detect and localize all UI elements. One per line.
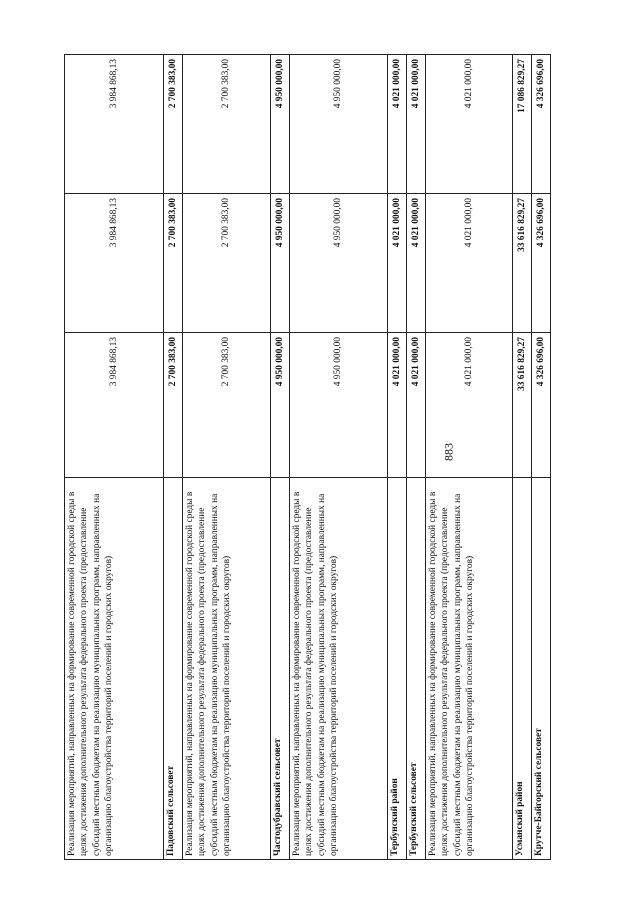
value-cell: 4 021 000,00	[407, 333, 426, 478]
value-cell: 4 021 000,00	[426, 194, 513, 333]
table-row	[532, 55, 551, 860]
value-cell: 3 984 868,13	[65, 55, 164, 194]
value-cell: 4 021 000,00	[407, 194, 426, 333]
value-cell: 4 326 696,00	[532, 333, 551, 478]
value-cell: 4 021 000,00	[388, 55, 407, 194]
value-cell: 2 700 383,00	[183, 194, 271, 333]
value-cell: 4 950 000,00	[271, 194, 290, 333]
value-cell: 3 984 868,13	[65, 333, 164, 478]
value-cell: 2 700 383,00	[164, 55, 183, 194]
value-cell: 33 616 829,27	[513, 333, 532, 478]
row-label: Реализация мероприятий, направленных на формирование современной городской среды в целях достижения дополнительного результата федерального проекта (предоставление субсидий местным бюджетам на реализацию муниципальных программ, направленных на организацию благоустройства территорий поселений и городских округов)	[183, 478, 271, 860]
row-label: Реализация мероприятий, направленных на формирование современной городской среды в целях достижения дополнительного результата федерального проекта (предоставление субсидий местным бюджетам на реализацию муниципальных программ, направленных на организацию благоустройства территорий поселений и городских округов)	[290, 478, 388, 860]
table-row	[183, 55, 271, 860]
value-cell: 4 950 000,00	[290, 55, 388, 194]
value-cell: 4 950 000,00	[290, 333, 388, 478]
table-row	[407, 55, 426, 860]
value-cell: 17 086 829,27	[513, 55, 532, 194]
value-cell: 4 326 696,00	[532, 55, 551, 194]
value-cell: 3 984 868,13	[65, 194, 164, 333]
row-label: Реализация мероприятий, направленных на формирование современной городской среды в целях достижения дополнительного результата федерального проекта (предоставление субсидий местным бюджетам на реализацию муниципальных программ, направленных на организацию благоустройства территорий поселений и городских округов)	[65, 478, 164, 860]
table-row	[388, 55, 407, 860]
table-row	[513, 55, 532, 860]
table-row	[164, 55, 183, 860]
value-cell: 4 021 000,00	[388, 194, 407, 333]
value-cell: 2 700 383,00	[183, 55, 271, 194]
value-cell: 2 700 383,00	[164, 194, 183, 333]
row-label: Реализация мероприятий, направленных на формирование современной городской среды в целях достижения дополнительного результата федерального проекта (предоставление субсидий местным бюджетам на реализацию муниципальных программ, направленных на организацию благоустройства территорий поселений и городских округов)	[426, 478, 513, 860]
rotated-page-content	[64, 55, 551, 860]
value-cell: 4 021 000,00	[426, 333, 513, 478]
value-cell: 4 021 000,00	[426, 55, 513, 194]
value-cell: 4 950 000,00	[290, 194, 388, 333]
table-row	[271, 55, 290, 860]
value-cell: 2 700 383,00	[183, 333, 271, 478]
row-label: Тербунский район	[388, 478, 407, 860]
row-label: Крутче-Байгорский сельсовет	[532, 478, 551, 860]
table-row	[290, 55, 388, 860]
value-cell: 4 950 000,00	[271, 333, 290, 478]
page-number: 883	[441, 443, 456, 461]
table-row	[65, 55, 164, 860]
row-label: Падовский сельсовет	[164, 478, 183, 860]
value-cell: 4 326 696,00	[532, 194, 551, 333]
value-cell: 4 021 000,00	[388, 333, 407, 478]
value-cell: 33 616 829,27	[513, 194, 532, 333]
row-label: Тербунский сельсовет	[407, 478, 426, 860]
row-label: Усманский район	[513, 478, 532, 860]
value-cell: 4 950 000,00	[271, 55, 290, 194]
value-cell: 2 700 383,00	[164, 333, 183, 478]
row-label: Частодубравский сельсовет	[271, 478, 290, 860]
value-cell: 4 021 000,00	[407, 55, 426, 194]
budget-table	[64, 54, 551, 860]
table-row	[426, 55, 513, 860]
